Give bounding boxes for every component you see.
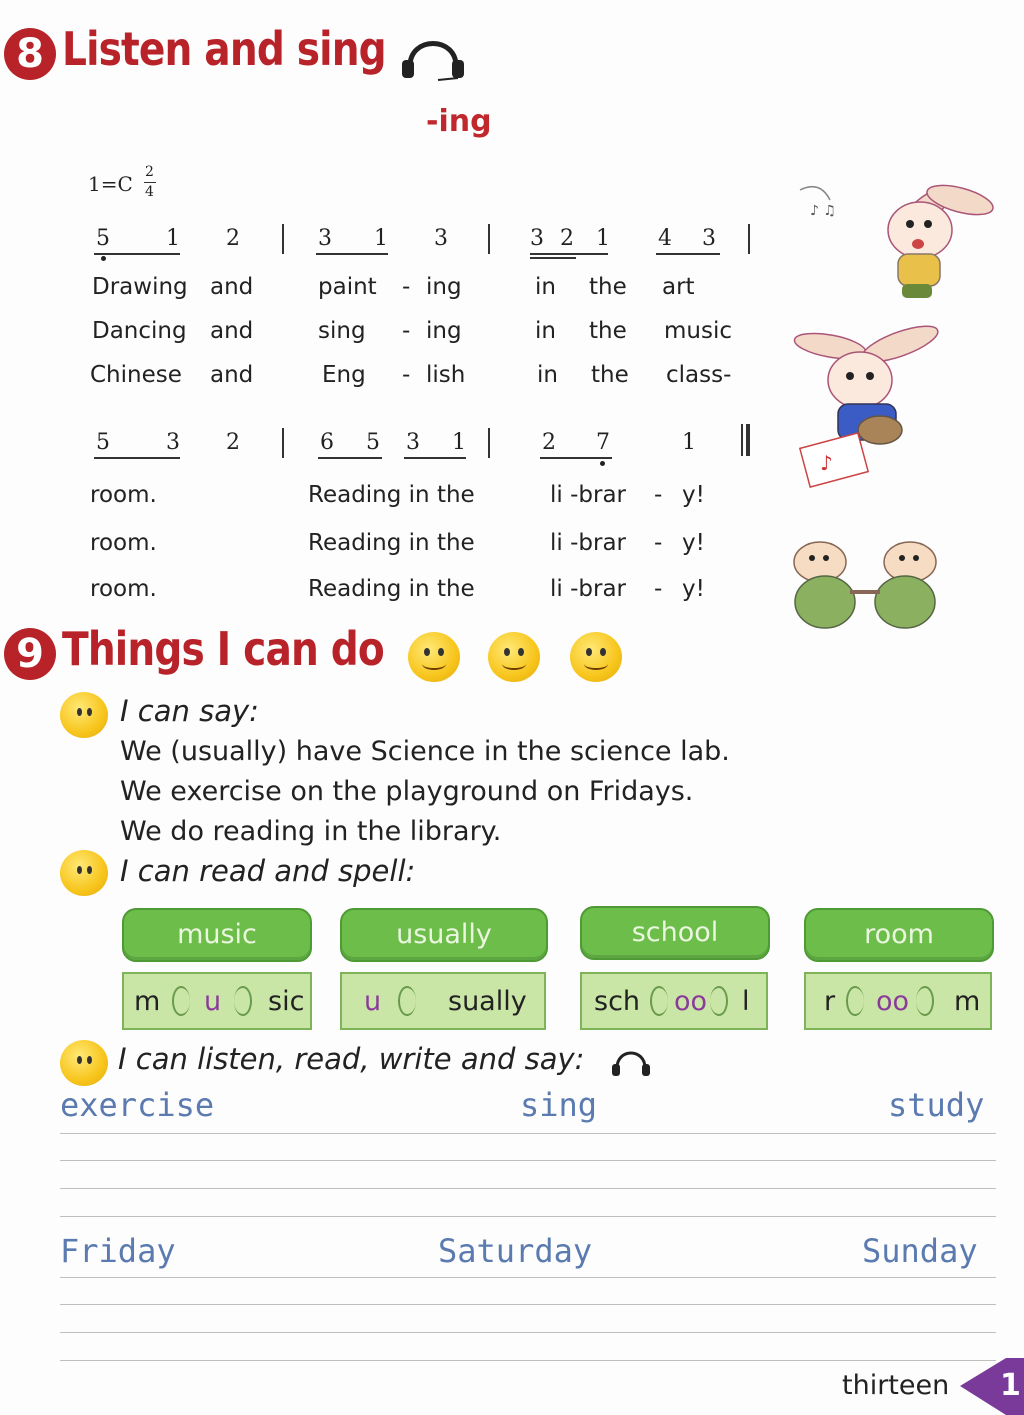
writing-line xyxy=(60,1277,996,1278)
puzzle-school xyxy=(580,972,768,1030)
lyric: y! xyxy=(682,576,705,602)
page-number-word: thirteen xyxy=(842,1370,950,1401)
note: 3 xyxy=(318,226,332,251)
note: 7 xyxy=(596,430,610,455)
lyric: and xyxy=(210,318,254,344)
dancing-turtles-illustration xyxy=(770,522,970,642)
smiley-icon xyxy=(570,632,622,682)
say-line: We (usually) have Science in the science lab. xyxy=(120,736,730,767)
puzzle-knob xyxy=(398,986,416,1016)
writing-line xyxy=(60,1133,996,1134)
low-octave-dot xyxy=(600,461,605,466)
say-line: We exercise on the playground on Fridays. xyxy=(120,776,694,807)
puzzle-knob xyxy=(710,986,728,1016)
lyric: li -brar xyxy=(550,576,626,602)
lyric: ing xyxy=(426,274,462,300)
lyric: y! xyxy=(682,530,705,556)
word-pill-room: room xyxy=(804,908,994,962)
lyric: li -brar xyxy=(550,530,626,556)
puzzle-part-highlight: u xyxy=(364,986,382,1017)
lyric: - xyxy=(654,576,663,602)
lyric: - xyxy=(654,482,663,508)
note: 1 xyxy=(166,226,180,251)
note: 1 xyxy=(374,226,388,251)
lyric: li -brar xyxy=(550,482,626,508)
lyric: y! xyxy=(682,482,705,508)
lyric: ing xyxy=(426,318,462,344)
painting-rabbit-illustration xyxy=(790,322,1000,492)
lyric: and xyxy=(210,274,254,300)
writing-line xyxy=(60,1304,996,1305)
puzzle-room xyxy=(804,972,992,1030)
say-label: I can say: xyxy=(120,694,259,728)
copy-word: Saturday xyxy=(438,1232,593,1270)
lyric: the xyxy=(589,274,627,300)
writing-line xyxy=(60,1216,996,1217)
beam xyxy=(530,253,608,255)
puzzle-part: l xyxy=(742,986,750,1017)
bullet-face-icon xyxy=(60,692,108,738)
note: 1 xyxy=(596,226,610,251)
lyric: the xyxy=(591,362,629,388)
lyric: paint xyxy=(318,274,377,300)
bar-line xyxy=(282,428,284,458)
end-bar-thin xyxy=(741,424,743,456)
note: 4 xyxy=(658,226,672,251)
note: 3 xyxy=(530,226,544,251)
lyric: art xyxy=(662,274,695,300)
puzzle-part: sic xyxy=(268,986,305,1017)
lyric: room. xyxy=(90,530,157,556)
page-number: 1 xyxy=(1000,1368,1021,1403)
writing-line xyxy=(60,1360,996,1361)
note: 1 xyxy=(682,430,696,455)
word-pill-music: music xyxy=(122,908,312,962)
puzzle-part-highlight: oo xyxy=(876,986,910,1017)
headphones-icon xyxy=(610,1044,652,1078)
writing-line xyxy=(60,1160,996,1161)
note: 2 xyxy=(226,430,240,455)
beam xyxy=(530,257,576,259)
puzzle-part-highlight: oo xyxy=(674,986,708,1017)
smiley-icon xyxy=(408,632,460,682)
puzzle-knob xyxy=(234,986,252,1016)
lyric: in xyxy=(535,274,556,300)
headphones-icon xyxy=(398,26,468,82)
lyric: Eng xyxy=(322,362,366,388)
copy-word: Sunday xyxy=(862,1232,978,1270)
puzzle-part: sch xyxy=(594,986,641,1017)
lyric: - xyxy=(402,362,411,388)
puzzle-music xyxy=(122,972,312,1030)
puzzle-knob xyxy=(172,986,190,1016)
bar-line xyxy=(488,428,490,458)
copy-word: Friday xyxy=(60,1232,176,1270)
beam xyxy=(316,253,388,255)
lyric: in xyxy=(535,318,556,344)
listen-label: I can listen, read, write and say: xyxy=(118,1042,585,1076)
lyric: Drawing xyxy=(92,274,188,300)
puzzle-part: r xyxy=(824,986,836,1017)
say-line: We do reading in the library. xyxy=(120,816,502,847)
note: 3 xyxy=(166,430,180,455)
section-number-badge: 9 xyxy=(4,628,56,680)
lyric: room. xyxy=(90,576,157,602)
lyric: class- xyxy=(666,362,732,388)
copy-word: study xyxy=(888,1086,985,1124)
puzzle-part: sually xyxy=(448,986,527,1017)
lyric: lish xyxy=(426,362,466,388)
note: 2 xyxy=(560,226,574,251)
lyric: in xyxy=(537,362,558,388)
puzzle-part: m xyxy=(954,986,981,1017)
note: 5 xyxy=(96,430,110,455)
note: 3 xyxy=(406,430,420,455)
lyric: Dancing xyxy=(92,318,187,344)
puzzle-part: m xyxy=(134,986,161,1017)
writing-line xyxy=(60,1188,996,1189)
read-spell-label: I can read and spell: xyxy=(120,854,416,888)
copy-word: sing xyxy=(520,1086,598,1124)
beam xyxy=(318,457,382,459)
puzzle-knob xyxy=(846,986,864,1016)
time-sig-den: 4 xyxy=(145,184,154,200)
note: 2 xyxy=(226,226,240,251)
lyric: Reading in the xyxy=(308,576,475,602)
note: 2 xyxy=(542,430,556,455)
lyric: Reading in the xyxy=(308,530,475,556)
bar-line xyxy=(748,224,750,254)
bar-line xyxy=(282,224,284,254)
key-signature: 1=C xyxy=(88,172,133,196)
svg-text:♪: ♪ xyxy=(820,451,833,475)
lyric: room. xyxy=(90,482,157,508)
note: 6 xyxy=(320,430,334,455)
time-sig-num: 2 xyxy=(145,164,154,180)
puzzle-knob xyxy=(916,986,934,1016)
beam xyxy=(656,253,720,255)
bar-line xyxy=(488,224,490,254)
lyric: - xyxy=(402,274,411,300)
copy-word: exercise xyxy=(60,1086,215,1124)
word-pill-usually: usually xyxy=(340,908,548,962)
puzzle-knob xyxy=(650,986,668,1016)
section-title: Listen and sing xyxy=(62,22,386,76)
end-bar-thick xyxy=(746,424,750,456)
note: 3 xyxy=(434,226,448,251)
word-pill-school: school xyxy=(580,906,770,960)
beam xyxy=(94,253,180,255)
puzzle-usually xyxy=(340,972,546,1030)
note: 1 xyxy=(452,430,466,455)
lyric: - xyxy=(654,530,663,556)
puzzle-part-highlight: u xyxy=(204,986,222,1017)
writing-line xyxy=(60,1332,996,1333)
lyric: Chinese xyxy=(90,362,182,388)
smiley-icon xyxy=(488,632,540,682)
beam xyxy=(540,457,612,459)
lyric: sing xyxy=(318,318,366,344)
lyric: - xyxy=(402,318,411,344)
note: 3 xyxy=(702,226,716,251)
note: 5 xyxy=(366,430,380,455)
lyric: Reading in the xyxy=(308,482,475,508)
lyric: music xyxy=(664,318,733,344)
beam xyxy=(404,457,466,459)
note: 5 xyxy=(96,226,110,251)
low-octave-dot xyxy=(101,256,106,261)
bullet-face-icon xyxy=(60,850,108,896)
beam xyxy=(94,457,180,459)
section-number-badge: 8 xyxy=(4,28,56,80)
song-title: -ing xyxy=(426,104,492,139)
time-sig-bar xyxy=(144,182,156,183)
svg-text:♪ ♫: ♪ ♫ xyxy=(810,203,836,219)
section-title: Things I can do xyxy=(62,622,384,676)
bullet-face-icon xyxy=(60,1040,108,1086)
singing-rabbit-illustration xyxy=(790,150,1000,310)
lyric: and xyxy=(210,362,254,388)
lyric: the xyxy=(589,318,627,344)
